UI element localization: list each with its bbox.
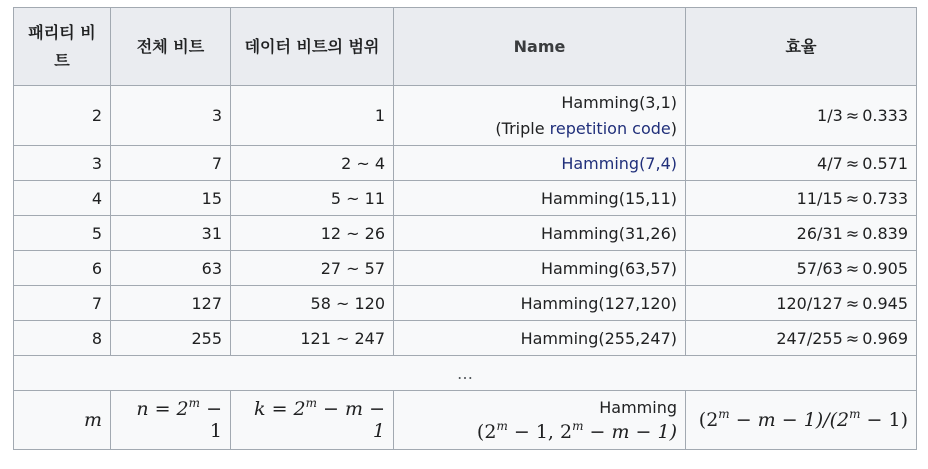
approx-symbol: ≈ — [845, 293, 860, 313]
total-formula-post: − 1 — [200, 398, 222, 442]
hamming-7-4-link[interactable]: Hamming(7,4) — [561, 153, 677, 173]
name-formula-a: (2 — [476, 420, 497, 443]
efficiency-value: 0.969 — [862, 328, 908, 348]
repetition-code-link[interactable]: repetition code — [549, 118, 671, 138]
parity-cell: 8 — [14, 321, 111, 356]
parity-cell: 6 — [14, 251, 111, 286]
total-cell: 7 — [111, 146, 231, 181]
general-name-cell — [394, 391, 686, 450]
header-parity-bits[interactable]: 패리티 비트 — [14, 8, 111, 86]
efficiency-value: 0.733 — [862, 188, 908, 208]
total-cell: 15 — [111, 181, 231, 216]
name-paren-open: (Triple — [495, 118, 550, 138]
eff-formula-sup1: m — [718, 407, 730, 421]
efficiency-value: 0.839 — [862, 223, 908, 243]
efficiency-value: 0.945 — [862, 293, 908, 313]
name-formula-b: − 1, 2 — [507, 420, 573, 443]
data-formula-pre: k = 2 — [254, 398, 306, 420]
name-cell — [394, 86, 686, 146]
name-formula-sup1: m — [496, 418, 508, 433]
efficiency-fraction: 1/3 — [817, 105, 843, 125]
efficiency-fraction: 11/15 — [796, 188, 843, 208]
name-cell: Hamming(127,120) — [394, 286, 686, 321]
hamming-code-table-container — [13, 7, 917, 450]
data-formula-sup: m — [305, 396, 318, 410]
general-name-word: Hamming — [599, 397, 677, 417]
data-range-cell: 5 ~ 11 — [231, 181, 394, 216]
table-row — [14, 286, 917, 321]
general-formula-row — [14, 391, 917, 450]
eff-formula-sup2: m — [849, 407, 861, 421]
total-cell: 127 — [111, 286, 231, 321]
data-range-cell: 12 ~ 26 — [231, 216, 394, 251]
name-cell: Hamming(255,247) — [394, 321, 686, 356]
total-formula-sup: m — [188, 396, 201, 410]
name-paren-close: ) — [670, 118, 677, 138]
approx-symbol: ≈ — [845, 188, 860, 208]
table-row — [14, 216, 917, 251]
parity-cell: 7 — [14, 286, 111, 321]
efficiency-cell — [686, 286, 917, 321]
general-name-formula — [476, 418, 677, 443]
efficiency-cell — [686, 251, 917, 286]
parity-cell: 3 — [14, 146, 111, 181]
approx-symbol: ≈ — [845, 223, 860, 243]
efficiency-fraction: 26/31 — [796, 223, 843, 243]
total-cell: 31 — [111, 216, 231, 251]
data-range-cell: 58 ~ 120 — [231, 286, 394, 321]
data-range-cell: 27 ~ 57 — [231, 251, 394, 286]
table-row — [14, 86, 917, 146]
parity-cell: 4 — [14, 181, 111, 216]
hamming-code-table — [13, 7, 917, 450]
ellipsis-row — [14, 356, 917, 391]
efficiency-value: 0.333 — [862, 105, 908, 125]
efficiency-cell — [686, 181, 917, 216]
general-data-cell — [231, 391, 394, 450]
name-cell: Hamming(63,57) — [394, 251, 686, 286]
efficiency-fraction: 57/63 — [796, 258, 843, 278]
name-formula-c: − m − 1) — [583, 420, 677, 443]
approx-symbol: ≈ — [845, 153, 860, 173]
table-row — [14, 181, 917, 216]
general-efficiency-cell — [686, 391, 917, 450]
general-total-cell — [111, 391, 231, 450]
total-cell: 63 — [111, 251, 231, 286]
table-row — [14, 321, 917, 356]
efficiency-cell — [686, 86, 917, 146]
name-cell: Hamming(31,26) — [394, 216, 686, 251]
table-row — [14, 251, 917, 286]
total-cell: 255 — [111, 321, 231, 356]
header-data-bit-range[interactable]: 데이터 비트의 범위 — [231, 8, 394, 86]
efficiency-value: 0.571 — [862, 153, 908, 173]
data-formula-post: − m − 1 — [317, 398, 385, 442]
efficiency-cell — [686, 321, 917, 356]
name-cell — [394, 146, 686, 181]
efficiency-cell — [686, 216, 917, 251]
eff-formula-a: (2 — [698, 409, 719, 431]
table-row — [14, 146, 917, 181]
data-range-cell: 121 ~ 247 — [231, 321, 394, 356]
header-efficiency[interactable]: 효율 — [686, 8, 917, 86]
eff-formula-b: − m − 1)/(2 — [729, 409, 850, 431]
name-formula-sup2: m — [572, 418, 584, 433]
efficiency-fraction: 247/255 — [776, 328, 843, 348]
name-text: Hamming(3,1) — [561, 92, 677, 112]
total-cell: 3 — [111, 86, 231, 146]
efficiency-fraction: 4/7 — [817, 153, 843, 173]
parity-cell: 5 — [14, 216, 111, 251]
eff-formula-c: − 1) — [860, 409, 908, 431]
efficiency-value: 0.905 — [862, 258, 908, 278]
ellipsis-cell: … — [14, 356, 917, 391]
header-name[interactable]: Name — [394, 8, 686, 86]
header-total-bits[interactable]: 전체 비트 — [111, 8, 231, 86]
header-row — [14, 8, 917, 86]
name-cell: Hamming(15,11) — [394, 181, 686, 216]
efficiency-fraction: 120/127 — [776, 293, 843, 313]
approx-symbol: ≈ — [845, 328, 860, 348]
total-formula-pre: n = 2 — [136, 398, 189, 420]
data-range-cell: 2 ~ 4 — [231, 146, 394, 181]
approx-symbol: ≈ — [845, 105, 860, 125]
efficiency-cell — [686, 146, 917, 181]
data-range-cell: 1 — [231, 86, 394, 146]
approx-symbol: ≈ — [845, 258, 860, 278]
general-parity-cell: m — [14, 391, 111, 450]
parity-cell: 2 — [14, 86, 111, 146]
